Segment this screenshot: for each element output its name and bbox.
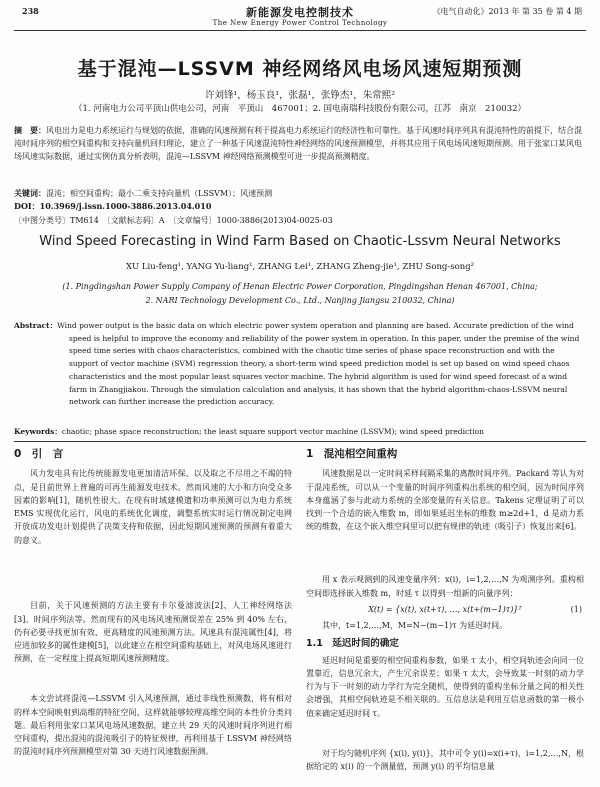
subsection-1-1-paragraph-1: 延迟时间是重要的相空间重构参数，如果 τ 太小，相空间轨迹会向同一位置靠近，信息冗余大，产生冗余误差；如果 τ 太大，会导致某一时刻的动力学行为与下一时刻的动力学行为完全随机，使得到的重构坐标分量之间的相关性会增强，其相空间轨迹是不相关联的。互信息法是利用互信息函数的第一极小值来确定延迟时间 τ。 <box>306 655 584 718</box>
equation-1 <box>306 603 584 617</box>
keywords-en-label: Keywords： <box>14 427 62 436</box>
equation-1-number: (1) <box>570 605 582 615</box>
abstract-en-text: Wind power output is the basic data on which electric power system operation and planning are based. Accurate prediction of the wind speed is helpful to improve the economy and reliability of the power system in operation. In this paper, under the premise of the wind speed time series with chaos characteristics, combined with the chaotic time series of phase space reconstruction and with the support of vector machine (SVM) regression theory, a short-term wind speed prediction model is set up based on wind speed chaos characteristics and the most popular least squares vector machine. The hybrid algorithm is used for wind speed forecast of a wind farm in Zhangjiakou. Through the simulation calculation and analysis, it has shown that the hybrid algorithm-chaos-LSSVM neural network can further increase the prediction accuracy. <box>57 321 580 407</box>
abstract-cn <box>14 124 586 190</box>
section-1-paragraph-1: 风速数据是以一定时间采样间隔采集的离散时间序列。Packard 等认为对于混沌系统，可以从一个变量的时间序列重构出系统的相空间，因为时间序列本身蕴涵了参与此动力系统的全部变量的有关信息。Takens 定理证明了可以找到一个合适的嵌入维数 m，即如果延迟坐标的维数 m≥2d+1，d 是动力系统的维数，在这个嵌入维空间里可以把有规律的轨迹（吸引子）恢复出来[6]。 <box>306 469 584 532</box>
keywords-cn-text: 混沌；相空间重构；最小二乘支持向量机（LSSVM）；风速预测 <box>46 189 273 198</box>
doi: DOI：10.3969/j.issn.1000-3886.2013.04.010 <box>14 201 212 211</box>
keywords-en <box>14 425 586 438</box>
section-1-paragraph-2: 用 x 表示观测到的风速变量序列：x(i)，i=1,2,…,N 为观测序列。重构相空间即选择嵌入维数 m，时延 τ 以得到一组新的向量序列： <box>306 575 584 598</box>
subsection-1-1-heading: 1.1 延迟时间的确定 <box>306 638 399 650</box>
journal-citation: 《电气自动化》2013 年 第 35 卷 第 4 期 <box>432 7 582 16</box>
abstract-en-label: Abstract： <box>14 321 58 330</box>
page-number: 238 <box>22 6 39 16</box>
section-1-heading: 1 混沌相空间重构 <box>306 448 398 460</box>
classification-codes: 〔中图分类号〕TM614 〔文献标志码〕A 〔文章编号〕1000-3886(2013)04-0025-03 <box>14 216 333 225</box>
body-rule <box>14 441 586 442</box>
affiliation-en-2: 2. NARI Technology Development Co., Ltd., Nanjing Jiangsu 210032, China) <box>145 296 455 305</box>
authors-en: XU Liu-feng¹, YANG Yu-liang¹, ZHANG Lei¹, ZHANG Zheng-jie¹, ZHU Song-song² <box>125 262 475 272</box>
keywords-cn <box>14 187 586 200</box>
section-0-paragraph-2: 目前，关于风速预测的方法主要有卡尔曼滤波法[2]、人工神经网络法[3]、时间序列法等。然而现有的风电场风速预测误差在 25% 到 40% 左右，仍有必要寻找更加有效、更高精度的风速预测方法。风速具有混沌属性[4]，将应进加较多的属性建模[5]，以此建立在相空间重构基础上，对风电场风速进行预测，在一定程度上提高短期风速预测精度。 <box>14 601 292 664</box>
abstract-cn-label: 摘 要： <box>14 125 46 135</box>
paper-title-en: Wind Speed Forecasting in Wind Farm Based on Chaotic-Lssvm Neural Networks <box>39 234 561 249</box>
abstract-en <box>14 320 586 424</box>
paper-title-cn: 基于混沌—LSSVM 神经网络风电场风速短期预测 <box>77 58 523 80</box>
section-heading-en: The New Energy Power Control Technology <box>212 19 388 27</box>
header-rule <box>14 30 586 31</box>
left-column <box>14 448 292 785</box>
right-column <box>306 448 584 787</box>
section-1-paragraph-3: 其中，t=1,2,…,M，M=N−(m−1)τ 为延迟时间。 <box>322 621 508 631</box>
section-heading-cn: 新能源发电控制技术 <box>246 6 354 19</box>
equation-1-body: X(t) = {x(t), x(t+τ), …, x(t+(m−1)τ)}ᵀ <box>368 605 522 615</box>
affiliation-cn: （1. 河南电力公司平顶山供电公司，河南 平顶山 467001；2. 国电南瑞科技股份有限公司，江苏 南京 210032） <box>73 104 527 114</box>
section-0-paragraph-3: 本文尝试将混沌—LSSVM 引入风速预测，通过非线性预测数，将有相对的样本空间映射到高维的特征空间，这样就能够较理高维空间的本性价分类问题。最后利用张家口某风电场风速数据，建立共 29 天的风速时间序列进行相空间重构，提出混沌的混沌吸引子的特征规律，再利用基于 LSSVM 神经网络的混沌时间序列预测模型对第 30 天进行风速数据预测。 <box>14 694 292 757</box>
authors-cn: 许刘锋¹，杨玉良¹，张磊¹，张铮杰¹，朱常熙² <box>204 90 396 101</box>
affiliation-en-1: (1. Pingdingshan Power Supply Company of Henan Electric Power Corporation, Pingdingshan Henan 467001, China; <box>62 282 538 291</box>
section-0-heading: 0 引 言 <box>14 448 64 460</box>
keywords-en-text: chaotic; phase space reconstruction; the least square support vector machine (LSSVM); wind speed prediction <box>61 427 484 436</box>
section-0-paragraph-1: 风力发电具有比传统能源发电更加清洁环保、以及取之不尽用之不竭的特点，是目前世界上普遍的可再生能源发电技术。然而风速的大小和方向受众多因素的影响[1]，随机性很大。在现有时域建模遗和功率预测可以为电力系统 EMS 实现优化运行，风电的系统优化调度，调整系统实时运行情况制定电网开放成功发电计划提供了决策支持和依据，因此短期风速预测的预测有着重大的意义。 <box>14 469 292 545</box>
keywords-cn-label: 关键词： <box>14 188 46 198</box>
subsection-1-1-paragraph-2: 对于均匀随机序列 {x(i), y(i)}，其中可令 y(i)=x(i+τ)，i=1,2,…,N，根据给定的 x(i) 的一个测量值，预测 y(i) 的平均信息量 <box>306 748 584 771</box>
abstract-cn-text: 风电出力是电力系统运行与规划的依据，准确的风速预测有利于提高电力系统运行的经济性和可靠性。基于风速时间序列具有混沌特性的前提下，结合混沌时间序列的相空间重构和支持向量机回归理论，建立了一种基于风速混沌特性神经网络的风速预测模型，并将其应用于风电场风速短期预测。用于张家口某风电场风速实际数据，通过实例仿真分析表明，混沌—LSSVM 神经网络预测模型可进一步提高预测精度。 <box>14 126 582 161</box>
